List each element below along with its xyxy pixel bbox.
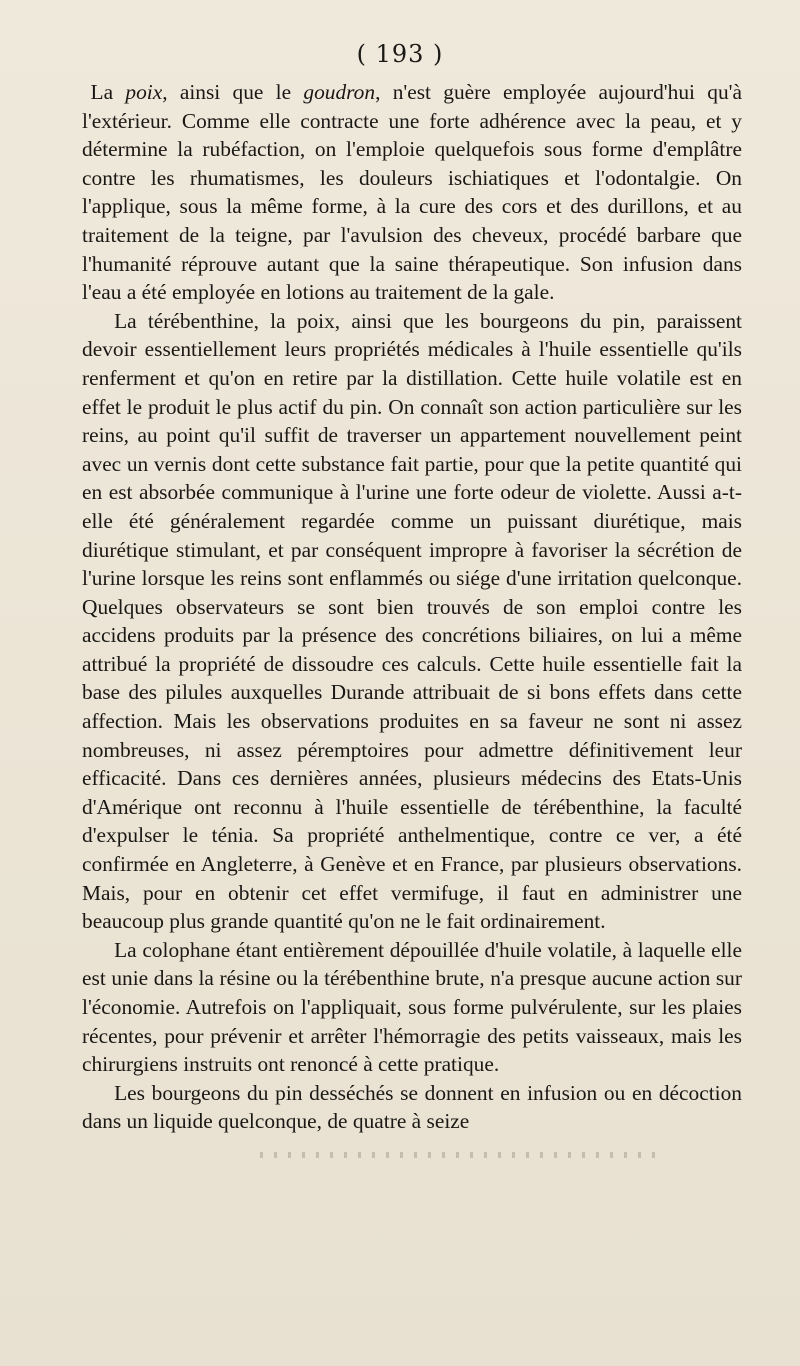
page-number: ( 193 ) <box>356 40 444 68</box>
paragraph-poix-rest: , n'est guère employée aujourd'hui qu'à l'extérieur. Comme elle contracte une forte adhérence avec la peau, et y détermine la rubéfaction, on l'emploie quelquefois sous forme d'emplâtre contre les rhumatismes, les douleurs ischiatiques et l'odontalgie. On l'applique, sous la même forme, à la cure des cors et des durillons, et au traitement de la teigne, par l'avulsion des cheveux, procédé barbare que l'humanité réprouve autant que la saine thérapeutique. Son infusion dans l'eau a été employée en lotions au traitement de la gale. <box>82 80 742 305</box>
term-goudron: goudron <box>303 80 376 104</box>
paragraph-poix-lead: La <box>90 80 126 104</box>
paragraph-poix-mid: , ainsi que le <box>162 80 304 104</box>
paragraph-colophane: La colophane étant entièrement dépouillée d'huile volatile, à laquelle elle est unie dans la résine ou la térébenthine brute, n'a presque aucune action sur l'économie. Autrefois on l'appliquait, sous forme pulvérulente, sur les plaies récentes, pour prévenir et arrêter l'hémorragie des petits vaisseaux, mais les chirurgiens instruits ont renoncé à cette pratique. <box>82 937 742 1077</box>
paragraph-terebenthine: La térébenthine, la poix, ainsi que les bourgeons du pin, paraissent devoir essentiellement leurs propriétés médicales à l'huile essentielle qu'ils renferment et qu'on en retire par la distillation. Cette huile volatile est en effet le produit le plus actif du pin. On connaît son action particulière sur les reins, au point qu'il suffit de traverser un appartement nouvellement peint avec un vernis dont cette substance fait partie, pour que la petite quantité qui en est absorbée communique à l'urine une forte odeur de violette. Aussi a-t-elle été généralement regardée comme un puissant diurétique, mais diurétique stimulant, et par conséquent impropre à favoriser la sécrétion de l'urine lorsque les reins sont enflammés ou siége d'une irritation quelconque. Quelques observateurs se sont bien trouvés de son emploi contre les accidens produits par la présence des concrétions biliaires, on lui a même attribué la propriété de dissoudre ces calculs. Cette huile essentielle fait la base des pilules auxquelles Durande attribuait de si bons effets dans cette affection. Mais les observations produites en sa faveur ne sont ni assez nombreuses, ni assez péremptoires pour admettre définitivement leur efficacité. Dans ces dernières années, plusieurs médecins des Etats-Unis d'Amérique ont reconnu à l'huile essentielle de térébenthine, la faculté d'expulser le ténia. Sa propriété anthelmentique, contre ce ver, a été confirmée en Angleterre, à Genève et en France, par plusieurs observations. Mais, pour en obtenir cet effet vermifuge, il faut en administrer une beaucoup plus grande quantité qu'on ne le fait ordinairement. <box>82 308 742 934</box>
paragraph-bourgeons: Les bourgeons du pin desséchés se donnent en infusion ou en décoction dans un liquide quelconque, de quatre à seize <box>82 1080 742 1134</box>
term-poix: poix <box>125 80 163 104</box>
body-text <box>82 78 742 1136</box>
paragraph-poix <box>82 78 742 307</box>
print-smudge <box>260 1152 660 1158</box>
